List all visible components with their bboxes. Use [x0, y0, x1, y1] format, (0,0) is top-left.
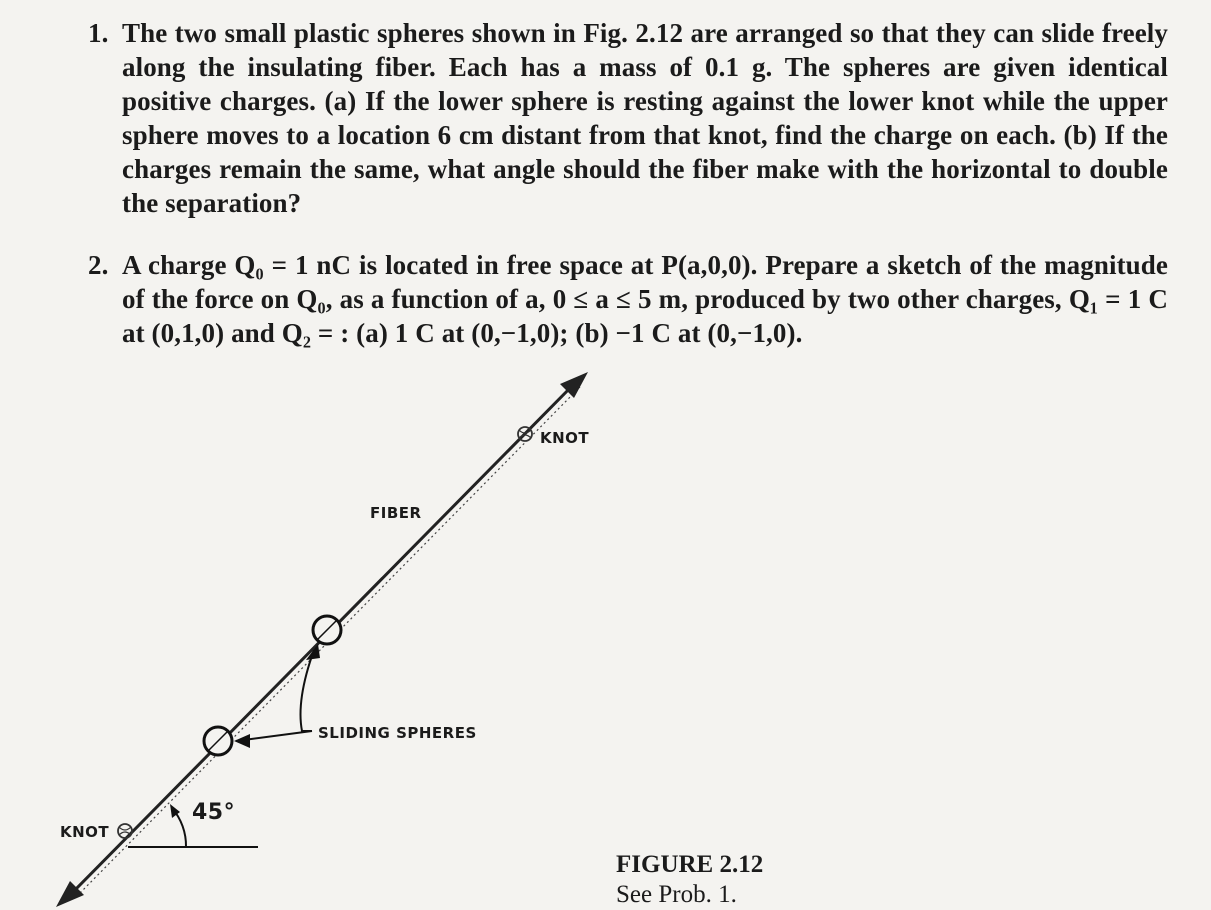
fiber-label: FIBER: [370, 504, 422, 522]
sliding-spheres-label: SLIDING SPHERES: [318, 724, 477, 742]
bottom-knot-icon: [118, 824, 132, 838]
problem-1-text: The two small plastic spheres shown in Fig. 2.12 are arranged so that they can slide freely along the insulating fiber. Each has a mass of 0.1 g. The spheres are given identical positive charges. (a) If the lower sphere is resting against the lower knot while the upper sphere moves to a location 6 cm distant from that knot, find the charge on each. (b) If the charges remain the same, what angle should the fiber make with the horizontal to double the separation?: [122, 18, 1168, 218]
figure-caption-title: FIGURE 2.12: [616, 851, 764, 878]
sliding-spheres-leaders: [236, 650, 314, 741]
lower-sphere: [204, 727, 232, 755]
knot-bottom-label: KNOT: [60, 823, 110, 841]
problem-1-number: 1.: [88, 18, 109, 48]
knot-top-label: KNOT: [540, 429, 590, 447]
upper-sphere: [313, 616, 341, 644]
leader-arrow-lower-icon: [234, 734, 250, 748]
problem-2-text: A charge Q₀ = 1 nC is located in free space at P(a,0,0). Prepare a sketch of the magnitude of the force on Q₀, as a function of a, 0 ≤ a ≤ 5 m, produced by two other charges, Q₁ = 1 C at (0,1,0) and Q₂ = : (a) 1 C at (0,−1,0); (b) −1 C at (0,−1,0).: [122, 250, 1168, 348]
figure-caption-reference: See Prob. 1.: [616, 881, 737, 908]
angle-label: 45°: [192, 800, 236, 825]
problem-2-number: 2.: [88, 250, 109, 280]
